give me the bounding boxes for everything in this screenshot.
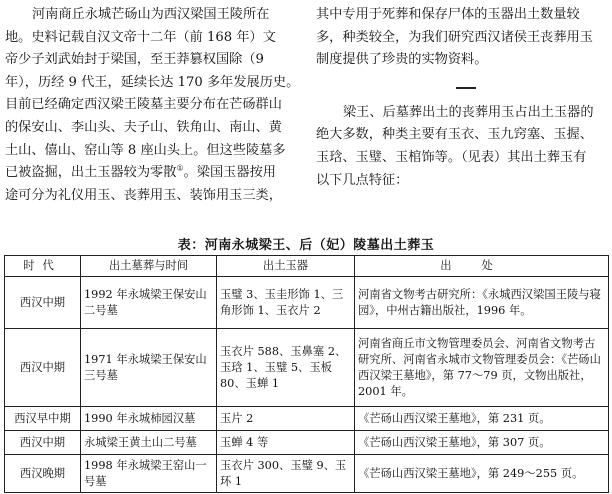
table-header-row <box>5 256 609 277</box>
table-row <box>5 431 609 455</box>
cell-period: 西汉中期 <box>5 431 81 455</box>
cell-jades: 玉衣片 300、玉璧 9、玉环 1 <box>217 455 355 493</box>
text-line: 梁王、后墓葬出土的丧葬用玉占出土玉器的 <box>343 104 594 120</box>
text-line: 目前已经确定西汉梁王陵墓主要分布在芒砀群山 <box>5 97 282 113</box>
table-row <box>5 407 609 431</box>
cell-source: 河南省文物考古研究所：《永城西汉梁国王陵与寝园》，中州古籍出版社，1996 年。 <box>355 277 609 329</box>
section-divider <box>316 72 609 102</box>
table-row <box>5 455 609 493</box>
cell-jades: 玉璧 3、玉圭形饰 1、三角形饰 1、玉衣片 2 <box>217 277 355 329</box>
right-column <box>316 4 609 192</box>
burial-jade-table <box>4 255 609 493</box>
text-segment: 已被盗掘，出土玉器较为零散 <box>5 165 177 181</box>
left-paragraph <box>5 4 305 207</box>
cell-jades: 玉片 2 <box>217 407 355 431</box>
text-line: 的保安山、李山头、夫子山、铁角山、南山、黄 <box>5 119 282 135</box>
cell-tomb: 永城梁王黄土山二号墓 <box>81 431 217 455</box>
text-line: 年），历经 9 代王，延续长达 170 多年发展历史。 <box>5 74 300 90</box>
right-paragraph-2 <box>316 102 609 192</box>
cell-source: 《芒砀山西汉梁王墓地》，第 231 页。 <box>355 407 609 431</box>
text-line: 土山、僖山、窑山等 8 座山头上。但这些陵墓多 <box>5 142 286 158</box>
text-line: 河南商丘永城芒砀山为西汉梁国王陵所在 <box>32 7 270 22</box>
header-tomb <box>81 256 217 277</box>
text-line: 地。史料记载自汉文帝十二年（前 168 年）文 <box>5 29 276 45</box>
footnote-marker[interactable]: ① <box>176 163 184 173</box>
cell-period: 西汉中期 <box>5 277 81 329</box>
text-line: 其中专用于死葬和保存尸体的玉器出土数量较 <box>316 7 580 22</box>
header-label: 出土玉器 <box>262 259 309 272</box>
text-line: 绝大多数，种类主要有玉衣、玉九窍塞、玉握、 <box>316 127 593 143</box>
text-line: 多，种类较全，为我们研究西汉诸侯王丧葬用玉 <box>316 29 593 45</box>
left-column <box>5 4 305 207</box>
text-line: 制度提供了珍贵的实物资料。 <box>316 52 488 68</box>
text-line: 玉琀、玉璧、玉棺饰等。（见表）其出土葬玉有 <box>316 149 587 165</box>
text-line: 途可分为礼仪用玉、丧葬用玉、装饰用玉三类， <box>5 187 282 203</box>
header-label: 出土墓葬与时间 <box>108 259 189 272</box>
text-line-with-footnote <box>5 162 305 185</box>
cell-jades: 玉衣片 588、玉鼻塞 2、玉琀 1、玉璧 5、玉板 80、玉蝉 1 <box>217 329 355 407</box>
cell-period: 西汉晚期 <box>5 455 81 493</box>
cell-source: 《芒砀山西汉梁王墓地》，第 307 页。 <box>355 431 609 455</box>
text-segment: 。梁国玉器按用 <box>183 165 276 181</box>
table-row <box>5 329 609 407</box>
cell-tomb: 1971 年永城梁王保安山三号墓 <box>81 329 217 407</box>
cell-period: 西汉中期 <box>5 329 81 407</box>
header-source <box>355 256 609 277</box>
header-label: 出处 <box>440 259 523 272</box>
right-paragraph-1 <box>316 4 609 72</box>
cell-tomb: 1998 年永城梁王窑山一号墓 <box>81 455 217 493</box>
cell-source: 《芒砀山西汉梁王墓地》，第 249～255 页。 <box>355 455 609 493</box>
table-title: 表：河南永城梁王、后（妃）陵墓出土葬玉 <box>177 238 435 253</box>
cell-tomb: 1990 年永城柿园汉墓 <box>81 407 217 431</box>
table-row <box>5 277 609 329</box>
divider-line <box>456 87 476 89</box>
text-line: 以下几点特征： <box>316 172 409 188</box>
cell-tomb: 1992 年永城梁王保安山二号墓 <box>81 277 217 329</box>
cell-jades: 玉蝉 4 等 <box>217 431 355 455</box>
header-jades <box>217 256 355 277</box>
header-period <box>5 256 81 277</box>
text-line: 帝少子刘武始封于梁国，至王莽篡权国除（9 <box>5 52 264 68</box>
cell-source: 河南省商丘市文物管理委员会、河南省文物考古研究所、河南省永城市文物管理委员会：《芒砀山西汉梁王墓地》，第 77～79 页，文物出版社，2001 年。 <box>355 329 609 407</box>
header-label: 时代 <box>23 259 62 272</box>
cell-period: 西汉早中期 <box>5 407 81 431</box>
